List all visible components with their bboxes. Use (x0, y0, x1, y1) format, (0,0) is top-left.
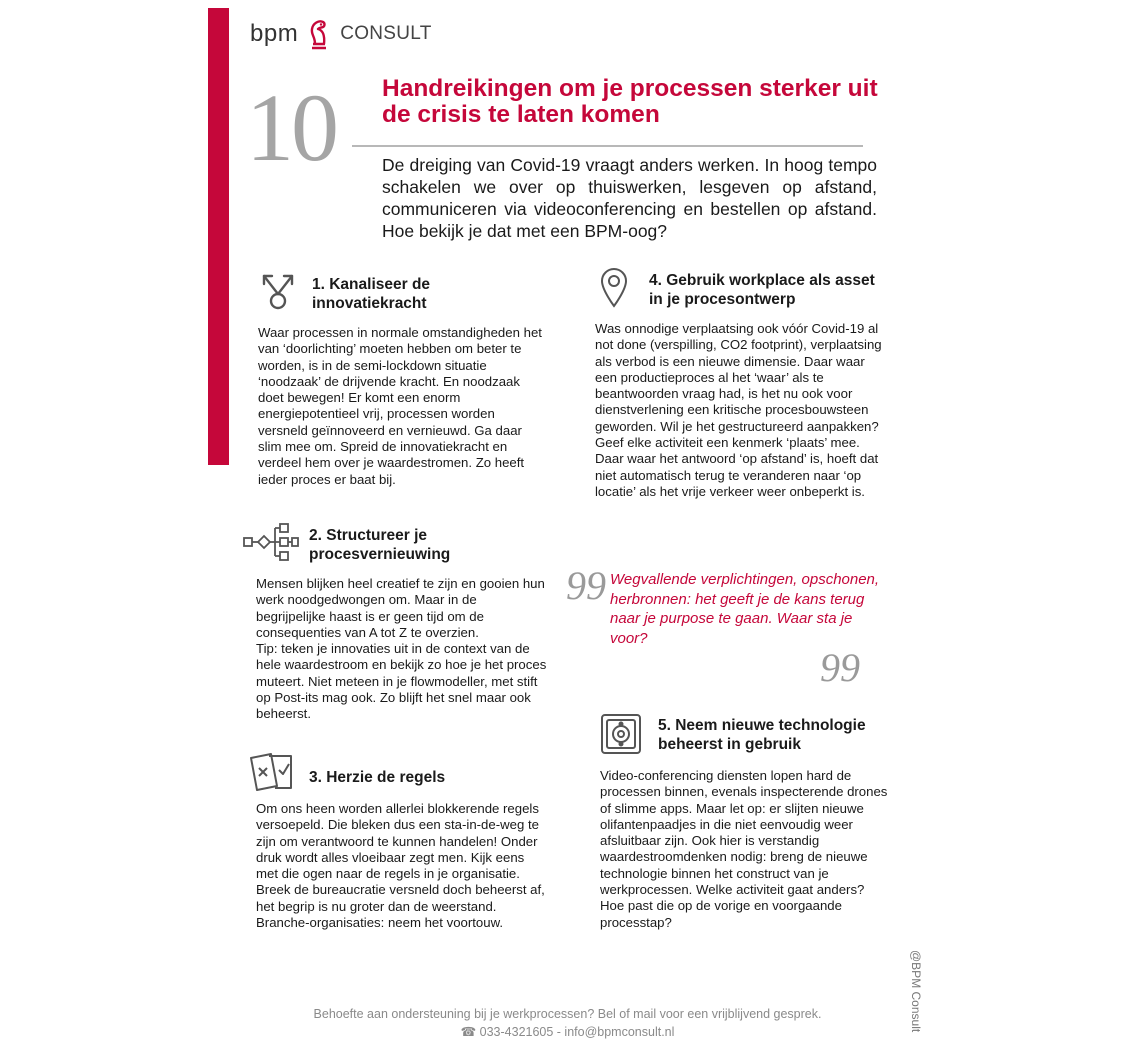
quote-open-mark: 99 (566, 563, 606, 608)
section-3-heading: 3. Herzie de regels (309, 769, 446, 786)
rule-cards-icon (247, 750, 299, 799)
section-1-heading: 1. Kanaliseer de innovatiekracht (312, 276, 431, 312)
section-5-body: Video-conferencing diensten lopen hard de processen binnen, evenals inspecterende drones of slimme apps. Maar let op: er slijten nieuwe olifantenpaadjes in die niet eenvoudig weer afsluitbaar zijn. Ook hier is verstandig waardestroomdenken nodig: breng de nieuwe technologie binnen het construct van je werkprocessen. Welke activiteit gaat anders? Hoe past die op de vorige en voorgaande processtap? (600, 768, 888, 930)
section-4-heading: 4. Gebruik workplace als asset in je procesontwerp (649, 272, 875, 308)
split-arrows-icon (258, 272, 300, 319)
section-4-body: Was onnodige verplaatsing ook vóór Covid-19 al not done (verspilling, CO2 footprint), verplaatsing als verbod is een nieuwe dimensie. Daar waar een productieproces al het ‘waar’ als te beantwoorden vraag had, is het nu ook voor dienstverlening een kritische procesbouwsteen geworden. Wil je het gestructureerd aanpakken? Geef elke activiteit een kenmerk ‘plaats’ mee. Daar waar het antwoord ‘op afstand’ is, hoeft dat niet automatisch terug te veranderen naar ‘op locatie’ als het vrije verkeer weer onbeperkt is. (595, 321, 882, 499)
location-pin-icon (598, 266, 630, 315)
logo-knight-icon (306, 18, 332, 50)
pull-quote: Wegvallende verplichtingen, opschonen, herbronnen: het geeft je de kans terug naar je purpose te gaan. Waar sta je voor? (610, 571, 880, 647)
logo (250, 14, 432, 54)
quote-close-mark: 99 (820, 645, 860, 690)
title-divider (352, 145, 863, 147)
logo-consult-text: CONSULT (340, 23, 432, 44)
section-2-body: Mensen blijken heel creatief te zijn en gooien hun werk noodgedwongen om. Maar in de begrijpelijke haast is er geen tijd om de consequenties van A tot Z te overzien. Tip: teken je innovaties uit in de context van de hele waardestroom en bekijk zo hoe je het proces muteert. Niet meteen in je flowmodeller, met stift op Post-its mag ook. Zo blijft het snel maar ook beheerst. (256, 576, 547, 722)
phone-icon: ☎ (460, 1025, 477, 1039)
footer-cta: Behoefte aan ondersteuning bij je werkprocessen? Bel of mail voor een vrijblijvend gesprek. (313, 1007, 822, 1021)
footer-contact (200, 1024, 935, 1039)
intro-paragraph: De dreiging van Covid-19 vraagt anders werken. In hoog tempo schakelen we over op thuiswerken, lesgeven op afstand, communiceren via videoconferencing en bestellen op afstand. Hoe bekijk je dat met een BPM-oog? (382, 155, 877, 241)
copyright-text: @BPM Consult (909, 950, 923, 1033)
page-title: Handreikingen om je processen sterker uit de crisis te laten komen (382, 75, 878, 128)
accent-bar (208, 8, 229, 465)
device-icon (600, 713, 642, 760)
section-1-body: Waar processen in normale omstandigheden het van ‘doorlichting’ moeten hebben om beter te worden, is in de semi-lockdown situatie ‘noodzaak’ de drijvende kracht. En noodzaak doet bewegen! Er komt een enorm energiepotentieel vrij, processen worden versneld geïnnoveerd en vernieuwd. Ga daar slim mee om. Spreid de innovatiekracht en verdeel hem over je waardestromen. Zo heeft ieder proces er baat bij. (258, 325, 542, 487)
footer-contact-text: 033-4321605 - info@bpmconsult.nl (479, 1025, 675, 1039)
section-2-heading: 2. Structureer je procesvernieuwing (309, 527, 451, 563)
section-5-heading: 5. Neem nieuwe technologie beheerst in gebruik (658, 717, 866, 753)
logo-bpm-text: bpm (250, 20, 299, 47)
section-3-body: Om ons heen worden allerlei blokkerende regels versoepeld. Die bleken dus een sta-in-de-weg te zijn om verantwoord te kunnen handelen! Onder druk wordt alles vloeibaar zegt men. Kijk eens met die ogen naar de regels in je organisatie. Breek de bureaucratie versneld doch beheerst af, het begrip is nu groter dan de weerstand. Branche-organisaties: neem het voortouw. (256, 801, 545, 931)
process-flow-icon (242, 522, 300, 569)
big-number: 10 (246, 74, 336, 181)
